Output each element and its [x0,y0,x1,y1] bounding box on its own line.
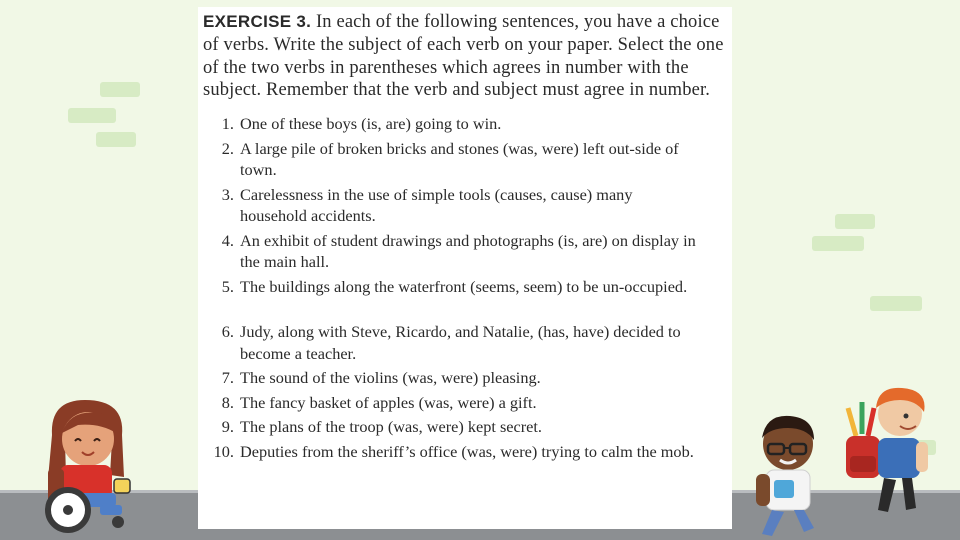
background-dash [835,214,875,229]
list-item [203,392,732,414]
item-text: Carelessness in the use of simple tools (causes, cause) many household accidents. [240,184,633,226]
item-text: The fancy basket of apples (was, were) a gift. [240,392,537,412]
list-item [203,230,732,273]
item-number: 5. [221,276,234,296]
background-dash [812,236,864,251]
exercise-label: EXERCISE 3. [203,12,312,31]
item-text: The buildings along the waterfront (seems, seem) to be un-occupied. [240,276,688,296]
item-text: A large pile of broken bricks and stones (was, were) left out-side of town. [240,138,679,180]
item-text: The sound of the violins (was, were) pleasing. [240,368,541,388]
list-item [203,441,732,463]
item-number: 10. [213,441,234,461]
exercise-instructions [203,11,732,102]
list-item [203,416,732,438]
list-item [203,321,732,364]
item-text: One of these boys (is, are) going to win. [240,114,502,134]
item-number: 3. [221,184,234,204]
background-dash [68,108,116,123]
boy-with-glasses-illustration [748,410,826,538]
item-number: 8. [221,392,234,412]
item-text: Judy, along with Steve, Ricardo, and Natalie, (has, have) decided to become a teacher. [240,322,681,363]
item-number: 1. [221,114,234,134]
instructions-text: In each of the following sentences, you have a choice of verbs. Write the subject of each verb on your paper. Select the one of the two verbs in parentheses which agrees in number with the subject. Remember that the verb and subject must agree in number. [203,12,724,101]
background-dash [100,82,140,97]
item-text: The plans of the troop (was, were) kept secret. [240,417,542,437]
list-item [203,276,732,298]
list-item [203,184,732,227]
item-text: An exhibit of student drawings and photographs (is, are) on display in the main hall. [240,230,696,272]
background-dash [96,132,136,147]
item-number: 9. [221,417,234,437]
item-number: 2. [221,138,234,158]
item-number: 7. [221,368,234,388]
item-text: Deputies from the sheriff’s office (was, were) trying to calm the mob. [240,441,694,461]
item-number: 4. [221,230,234,250]
exercise-page [198,7,732,529]
list-item [203,138,732,181]
list-item [203,367,732,389]
girl-in-wheelchair-illustration [30,395,150,535]
boy-with-backpack-illustration [840,386,940,526]
list-item [203,113,732,135]
background-dash [870,296,922,311]
sentence-list [203,113,732,462]
item-number: 6. [221,322,234,342]
